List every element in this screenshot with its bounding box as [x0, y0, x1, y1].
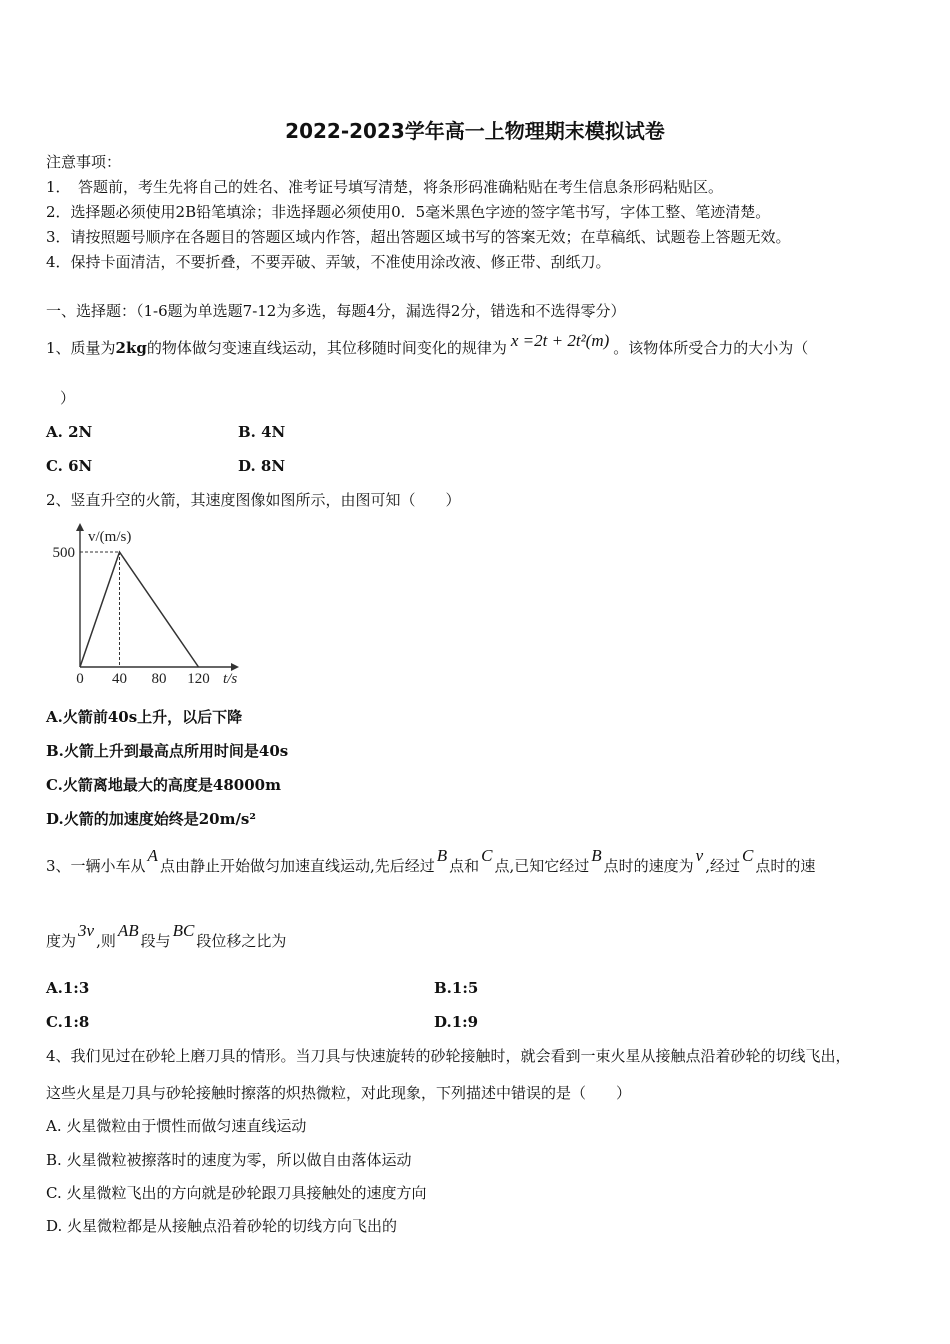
question-2-stem: 2、竖直升空的火箭，其速度图像如图所示，由图可知（ ） — [46, 491, 461, 509]
velocity-series-line — [80, 552, 199, 667]
x-axis-arrow — [231, 663, 239, 671]
notice-item: 3．请按照题号顺序在各题目的答题区域内作答，超出答题区域书写的答案无效；在草稿纸、试题卷上答题无效。 — [46, 228, 791, 246]
option-c: C. 火星微粒飞出的方向就是砂轮跟刀具接触处的速度方向 — [46, 1184, 427, 1202]
option-b: B.火箭上升到最高点所用时间是40s — [46, 742, 289, 760]
x-tick-label: 40 — [112, 671, 127, 687]
option-c: C.火箭离地最大的高度是48000m — [46, 776, 281, 794]
option-a: A.1:3 — [46, 979, 90, 997]
y-axis-label: v/(m/s) — [88, 529, 132, 545]
y-tick-label: 500 — [52, 545, 75, 561]
section-heading: 一、选择题：（1-6题为单选题7-12为多选，每题4分，漏选得2分，错选和不选得零分） — [46, 302, 626, 320]
option-c: C.1:8 — [46, 1013, 90, 1031]
option-b: B. 火星微粒被擦落时的速度为零，所以做自由落体运动 — [46, 1151, 412, 1169]
displacement-formula: x =2t + 2t²(m) — [510, 331, 610, 350]
option-d: D.1:9 — [434, 1013, 479, 1031]
page-title: 2022-2023学年高一上物理期末模拟试卷 — [285, 119, 665, 143]
question-3-stem-line1: 3、一辆小车从A点由静止开始做匀加速直线运动,先后经过B点和C点,已知它经过B点时的速度为v,经过C点时的速 — [46, 846, 816, 875]
option-c: C. 6N — [46, 457, 93, 475]
y-axis-arrow — [76, 523, 84, 531]
option-d: D. 8N — [238, 457, 286, 475]
option-a: A. 火星微粒由于惯性而做匀速直线运动 — [46, 1117, 307, 1135]
option-a: A. 2N — [46, 423, 93, 441]
option-d: D.火箭的加速度始终是20m/s² — [46, 810, 256, 828]
notice-item: 1． 答题前，考生先将自己的姓名、准考证号填写清楚，将条形码准确粘贴在考生信息条形码粘贴区。 — [46, 178, 724, 196]
velocity-time-graph — [42, 522, 252, 687]
notice-item: 2．选择题必须使用2B铅笔填涂；非选择题必须使用0．5毫米黑色字迹的签字笔书写，字体工整、笔迹清楚。 — [46, 203, 771, 221]
question-1-close: ） — [60, 389, 76, 407]
x-axis-label: t/s — [223, 671, 238, 687]
option-a: A.火箭前40s上升，以后下降 — [46, 708, 243, 726]
option-b: B.1:5 — [434, 979, 479, 997]
question-3-stem-line2: 度为3v,则AB段与BC段位移之比为 — [46, 921, 287, 950]
x-tick-label: 120 — [187, 671, 210, 687]
notice-heading: 注意事项： — [46, 153, 122, 171]
option-d: D. 火星微粒都是从接触点沿着砂轮的切线方向飞出的 — [46, 1217, 398, 1235]
question-4-stem-line2: 这些火星是刀具与砂轮接触时擦落的炽热微粒，对此现象，下列描述中错误的是（ ） — [46, 1084, 632, 1102]
question-4-stem-line1: 4、我们见过在砂轮上磨刀具的情形。当刀具与快速旋转的砂轮接触时，就会看到一束火星从接触点沿着砂轮的切线飞出， — [46, 1047, 851, 1065]
notice-item: 4．保持卡面清洁，不要折叠，不要弄破、弄皱，不准使用涂改液、修正带、刮纸刀。 — [46, 253, 611, 271]
x-tick-label: 80 — [151, 671, 167, 687]
question-1-stem: 1、质量为2kg的物体做匀变速直线运动，其位移随时间变化的规律为 x =2t + 2t²(m) 。该物体所受合力的大小为（ — [46, 331, 809, 357]
x-tick-label: 0 — [76, 671, 84, 687]
option-b: B. 4N — [238, 423, 286, 441]
